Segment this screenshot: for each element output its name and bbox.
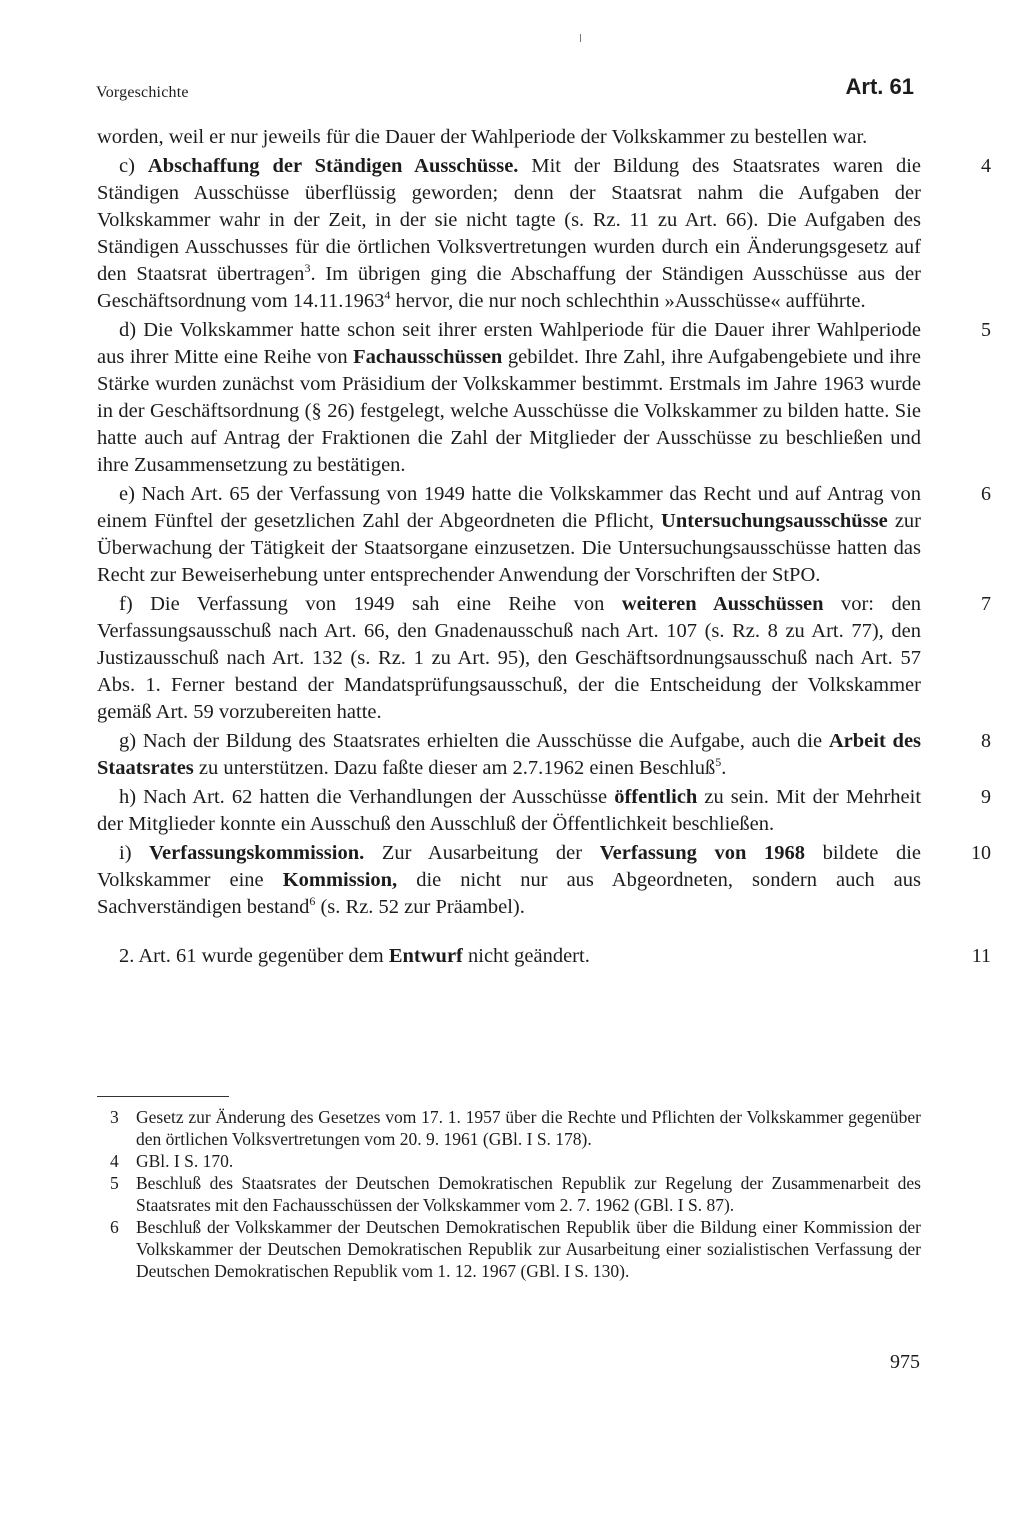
article-label: Art. 61 <box>845 74 914 99</box>
scan-mark <box>580 34 581 42</box>
footnotes <box>110 1106 921 1282</box>
margin-number: 9 <box>981 786 991 808</box>
paragraph-d <box>97 317 991 479</box>
footnote-ref: 3 <box>304 261 311 276</box>
bold-term: Untersuchungsausschüsse <box>661 510 888 532</box>
bold-term: Arbeit des Staatsrates <box>97 730 922 779</box>
paragraph-text: gebildet. Ihre Zahl, ihre Aufgabengebiete und ihre Stärke wurden zunächst vom Präsidium der Volkskammer bestimmt. Erstmals im Jahre 1963 wurde in der Geschäftsordnung (§ 26) festgelegt, welche Ausschüsse die Volkskammer zu bilden hatte. Sie hatte auch auf Antrag der Fraktionen die Zahl der Mitglieder der Ausschüsse zu beschließen und ihre Zusammensetzung zu bestätigen. <box>97 346 922 476</box>
footnote-number: 4 <box>110 1151 119 1171</box>
paragraph-text: Nach der Bildung des Staatsrates erhielten die Ausschüsse die Aufgabe, auch die <box>142 730 823 752</box>
margin-number: 6 <box>981 483 991 505</box>
paragraph-text: (s. Rz. 52 zur Präambel). <box>315 896 525 918</box>
paragraph-e <box>97 481 991 589</box>
paragraph-text: Mit der Bildung des Staatsrates waren die Ständigen Ausschüsse überflüssig geworden; denn der Staatsrat nahm die Aufgaben der Volkskammer wahr in der Zeit, in der sie nicht tagte (s. Rz. 11 zu Art. 66). Die Aufgaben des Ständigen Ausschusses für die örtlichen Volksvertretungen wurden durch ein Änderungsgesetz auf den Staatsrat übertragen <box>97 155 921 285</box>
footnote-text: GBl. I S. 170. <box>136 1151 234 1171</box>
bold-term: öffentlich <box>614 786 698 808</box>
paragraph-text: zur Überwachung der Tätigkeit der Staatsorgane einzusetzen. Die Untersuchungsausschüsse hatten das Recht zur Beweiserhebung unter entsprechender Anwendung der Vorschriften der StPO. <box>97 510 922 586</box>
running-head: Vorgeschichte <box>96 84 189 101</box>
footnote-ref: 5 <box>715 755 722 770</box>
footnote-text: Gesetz zur Änderung des Gesetzes vom 17. 1. 1957 über die Rechte und Pflichten der Volkskammer gegenüber den örtlichen Volksvertretungen vom 20. 9. 1961 (GBl. I S. 178). <box>136 1107 921 1149</box>
paragraph-text: die nicht nur aus Abgeordneten, sondern auch aus Sachverständigen bestand <box>97 869 922 918</box>
footnote-ref: 6 <box>309 894 316 909</box>
bold-term: Kommission, <box>282 869 398 891</box>
paragraph-text: zu unterstützen. Dazu faßte dieser am 2.7.1962 einen Beschluß <box>198 757 716 779</box>
footnote-number: 3 <box>110 1107 119 1127</box>
paragraph-text: nicht geändert. <box>468 945 590 967</box>
margin-number: 4 <box>981 155 991 177</box>
footnote <box>110 1216 921 1282</box>
margin-number: 10 <box>971 842 991 864</box>
footnote-number: 5 <box>110 1173 119 1193</box>
footnote-text: Beschluß der Volkskammer der Deutschen Demokratischen Republik über die Bildung einer Kommission der Volkskammer der Deutschen Demokratischen Republik zur Ausarbeitung einer sozialistischen Verfassung der Deutschen Demokratischen Republik vom 1. 12. 1967 (GBl. I S. 130). <box>136 1217 921 1281</box>
paragraph-text: . Im übrigen ging die Abschaffung der Ständigen Ausschüsse aus der Geschäftsordnung vom 14.11.1963 <box>97 263 921 312</box>
footnote-ref: 4 <box>384 288 391 303</box>
paragraph-letter: e) <box>119 483 135 505</box>
paragraph-text: Die Verfassung von 1949 sah eine Reihe von <box>150 593 605 615</box>
margin-number: 11 <box>971 945 991 967</box>
paragraph-text: Nach Art. 62 hatten die Verhandlungen der Ausschüsse <box>143 786 608 808</box>
paragraph-letter: h) <box>119 786 137 808</box>
paragraph-h <box>97 784 991 838</box>
paragraph-letter: c) <box>119 155 135 177</box>
paragraph-f <box>97 591 991 726</box>
paragraph-heading: Abschaffung der Ständigen Ausschüsse. <box>147 155 519 177</box>
paragraph-letter: d) <box>119 319 137 341</box>
paragraph-i <box>97 840 991 921</box>
paragraph-letter: f) <box>119 593 133 615</box>
bold-term: Entwurf <box>388 945 463 967</box>
paragraph-text: . <box>721 757 727 779</box>
paragraph-text: vor: den Verfassungsausschuß nach Art. 66, den Gnadenausschuß nach Art. 107 (s. Rz. 8 zu Art. 77), den Justizausschuß nach Art. 132 (s. Rz. 1 zu Art. 95), den Geschäftsordnungsausschuß nach Art. 57 Abs. 1. Ferner bestand der Mandatsprüfungsausschuß, der die Entscheidung der Volkskammer gemäß Art. 59 vorzubereiten hatte. <box>97 593 922 723</box>
footnote <box>110 1106 921 1150</box>
margin-number: 7 <box>981 593 991 615</box>
paragraph-text: zu sein. Mit der Mehrheit der Mitglieder konnte ein Ausschuß den Ausschluß der Öffentlichkeit beschließen. <box>97 786 922 835</box>
paragraph-text: hervor, die nur noch schlechthin »Ausschüsse« aufführte. <box>390 290 866 312</box>
paragraph-text: Zur Ausarbeitung der <box>381 842 583 864</box>
page-number: 975 <box>890 1351 920 1373</box>
bold-term: Fachausschüssen <box>353 346 503 368</box>
footnote-text: Beschluß des Staatsrates der Deutschen Demokratischen Republik zur Regelung der Zusammenarbeit des Staatsrates mit den Fachausschüssen der Volkskammer vom 2. 7. 1962 (GBl. I S. 87). <box>136 1173 921 1215</box>
paragraph-letter: i) <box>119 842 132 864</box>
margin-number: 8 <box>981 730 991 752</box>
footnote <box>110 1150 921 1172</box>
paragraph-letter: g) <box>119 730 137 752</box>
paragraph-2 <box>97 943 991 970</box>
bold-term: Verfassung von 1968 <box>599 842 806 864</box>
paragraph-c <box>97 153 991 315</box>
paragraph-text: bildete die Volkskammer eine <box>97 842 922 891</box>
footnote-number: 6 <box>110 1217 119 1237</box>
paragraph-continuation <box>97 124 921 151</box>
paragraph-text: worden, weil er nur jeweils für die Dauer der Wahlperiode der Volkskammer zu bestellen war. <box>97 126 868 148</box>
paragraph-text: 2. Art. 61 wurde gegenüber dem <box>119 945 384 967</box>
margin-number: 5 <box>981 319 991 341</box>
footnote <box>110 1172 921 1216</box>
bold-term: weiteren Ausschüssen <box>621 593 824 615</box>
paragraph-g <box>97 728 991 782</box>
footnote-divider <box>97 1096 229 1097</box>
paragraph-text: Nach Art. 65 der Verfassung von 1949 hatte die Volkskammer das Recht und auf Antrag von einem Fünftel der gesetzlichen Zahl der Abgeordneten die Pflicht, <box>97 483 922 532</box>
main-text <box>97 124 991 970</box>
paragraph-text: Die Volkskammer hatte schon seit ihrer ersten Wahlperiode für die Dauer ihrer Wahlperiode aus ihrer Mitte eine Reihe von <box>97 319 922 368</box>
paragraph-heading: Verfassungskommission. <box>149 842 365 864</box>
